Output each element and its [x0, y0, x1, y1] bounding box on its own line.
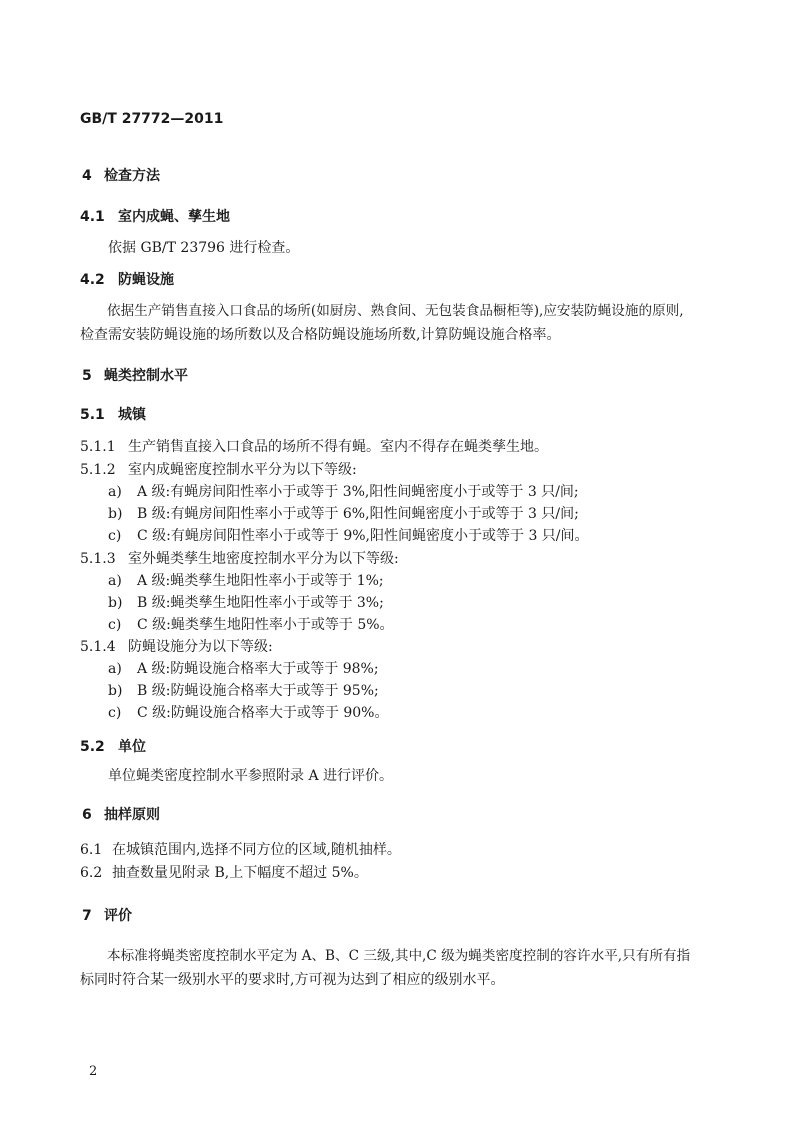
section-4-2-line-2: 检查需安装防蝇设施的场所数以及合格防蝇设施场所数,计算防蝇设施合格率。: [80, 327, 561, 343]
section-6-number: 6: [82, 807, 92, 823]
section-4-number: 4: [82, 168, 92, 184]
section-5-number: 5: [82, 368, 92, 384]
list-item-text: A 级:防蝇设施合格率大于或等于 98%;: [137, 661, 379, 677]
clause-5-1-3-text: 室外蝇类孳生地密度控制水平分为以下等级:: [128, 551, 399, 567]
clause-5-1-3-number: 5.1.3: [80, 551, 116, 567]
list-item-text: C 级:防蝇设施合格率大于或等于 90%。: [137, 705, 389, 721]
section-7-number: 7: [82, 908, 92, 924]
clause-6-1-number: 6.1: [80, 842, 103, 858]
clause-5-1-1-text: 生产销售直接入口食品的场所不得有蝇。室内不得存在蝇类孳生地。: [128, 439, 548, 455]
section-5-2-title: 单位: [118, 739, 146, 755]
section-4-1-text: 依据 GB/T 23796 进行检查。: [108, 240, 300, 256]
section-5-2-text: 单位蝇类密度控制水平参照附录 A 进行评价。: [108, 768, 394, 784]
section-4-2-number: 4.2: [80, 272, 105, 288]
list-item-label: a): [108, 573, 122, 589]
section-5-1-title: 城镇: [118, 407, 146, 423]
list-item-label: b): [108, 595, 123, 611]
list-item-label: c): [108, 705, 122, 721]
section-7-title: 评价: [104, 908, 132, 924]
list-item-label: a): [108, 661, 122, 677]
section-4-1-title: 室内成蝇、孳生地: [118, 209, 230, 225]
clause-6-2-number: 6.2: [80, 865, 103, 881]
list-item-text: C 级:有蝇房间阳性率小于或等于 9%,阳性间蝇密度小于或等于 3 只/间。: [137, 528, 589, 544]
clause-5-1-4-number: 5.1.4: [80, 639, 116, 655]
clause-5-1-4-text: 防蝇设施分为以下等级:: [128, 639, 273, 655]
list-item-text: B 级:有蝇房间阳性率小于或等于 6%,阳性间蝇密度小于或等于 3 只/间;: [137, 506, 579, 522]
list-item-text: A 级:有蝇房间阳性率小于或等于 3%,阳性间蝇密度小于或等于 3 只/间;: [137, 484, 579, 500]
list-item-text: A 级:蝇类孳生地阳性率小于或等于 1%;: [137, 573, 384, 589]
section-7-line-2: 标同时符合某一级别水平的要求时,方可视为达到了相应的级别水平。: [80, 972, 505, 988]
section-5-title: 蝇类控制水平: [104, 368, 188, 384]
list-item-label: c): [108, 617, 122, 633]
section-4-title: 检查方法: [104, 168, 160, 184]
list-item-label: c): [108, 528, 122, 544]
clause-6-2-text: 抽查数量见附录 B,上下幅度不超过 5%。: [112, 865, 368, 881]
list-item-text: C 级:蝇类孳生地阳性率小于或等于 5%。: [137, 617, 394, 633]
clause-5-1-2-number: 5.1.2: [80, 462, 116, 478]
list-item-label: b): [108, 506, 123, 522]
section-4-1-number: 4.1: [80, 209, 105, 225]
section-4-2-title: 防蝇设施: [118, 272, 174, 288]
section-5-2-number: 5.2: [80, 739, 105, 755]
list-item-text: B 级:蝇类孳生地阳性率小于或等于 3%;: [137, 595, 384, 611]
section-6-title: 抽样原则: [104, 807, 160, 823]
section-4-2-line-1: 依据生产销售直接入口食品的场所(如厨房、熟食间、无包装食品橱柜等),应安装防蝇设施的原则,: [107, 303, 684, 319]
section-5-1-number: 5.1: [80, 407, 105, 423]
clause-6-1-text: 在城镇范围内,选择不同方位的区域,随机抽样。: [112, 842, 401, 858]
page-number: 2: [89, 1064, 98, 1079]
section-7-line-1: 本标准将蝇类密度控制水平定为 A、B、C 三级,其中,C 级为蝇类密度控制的容许水平,只有所有指: [107, 948, 691, 964]
clause-5-1-2-text: 室内成蝇密度控制水平分为以下等级:: [128, 462, 357, 478]
document-code: GB/T 27772—2011: [80, 111, 224, 127]
list-item-text: B 级:防蝇设施合格率大于或等于 95%;: [137, 683, 379, 699]
list-item-label: b): [108, 683, 123, 699]
list-item-label: a): [108, 484, 122, 500]
clause-5-1-1-number: 5.1.1: [80, 439, 116, 455]
